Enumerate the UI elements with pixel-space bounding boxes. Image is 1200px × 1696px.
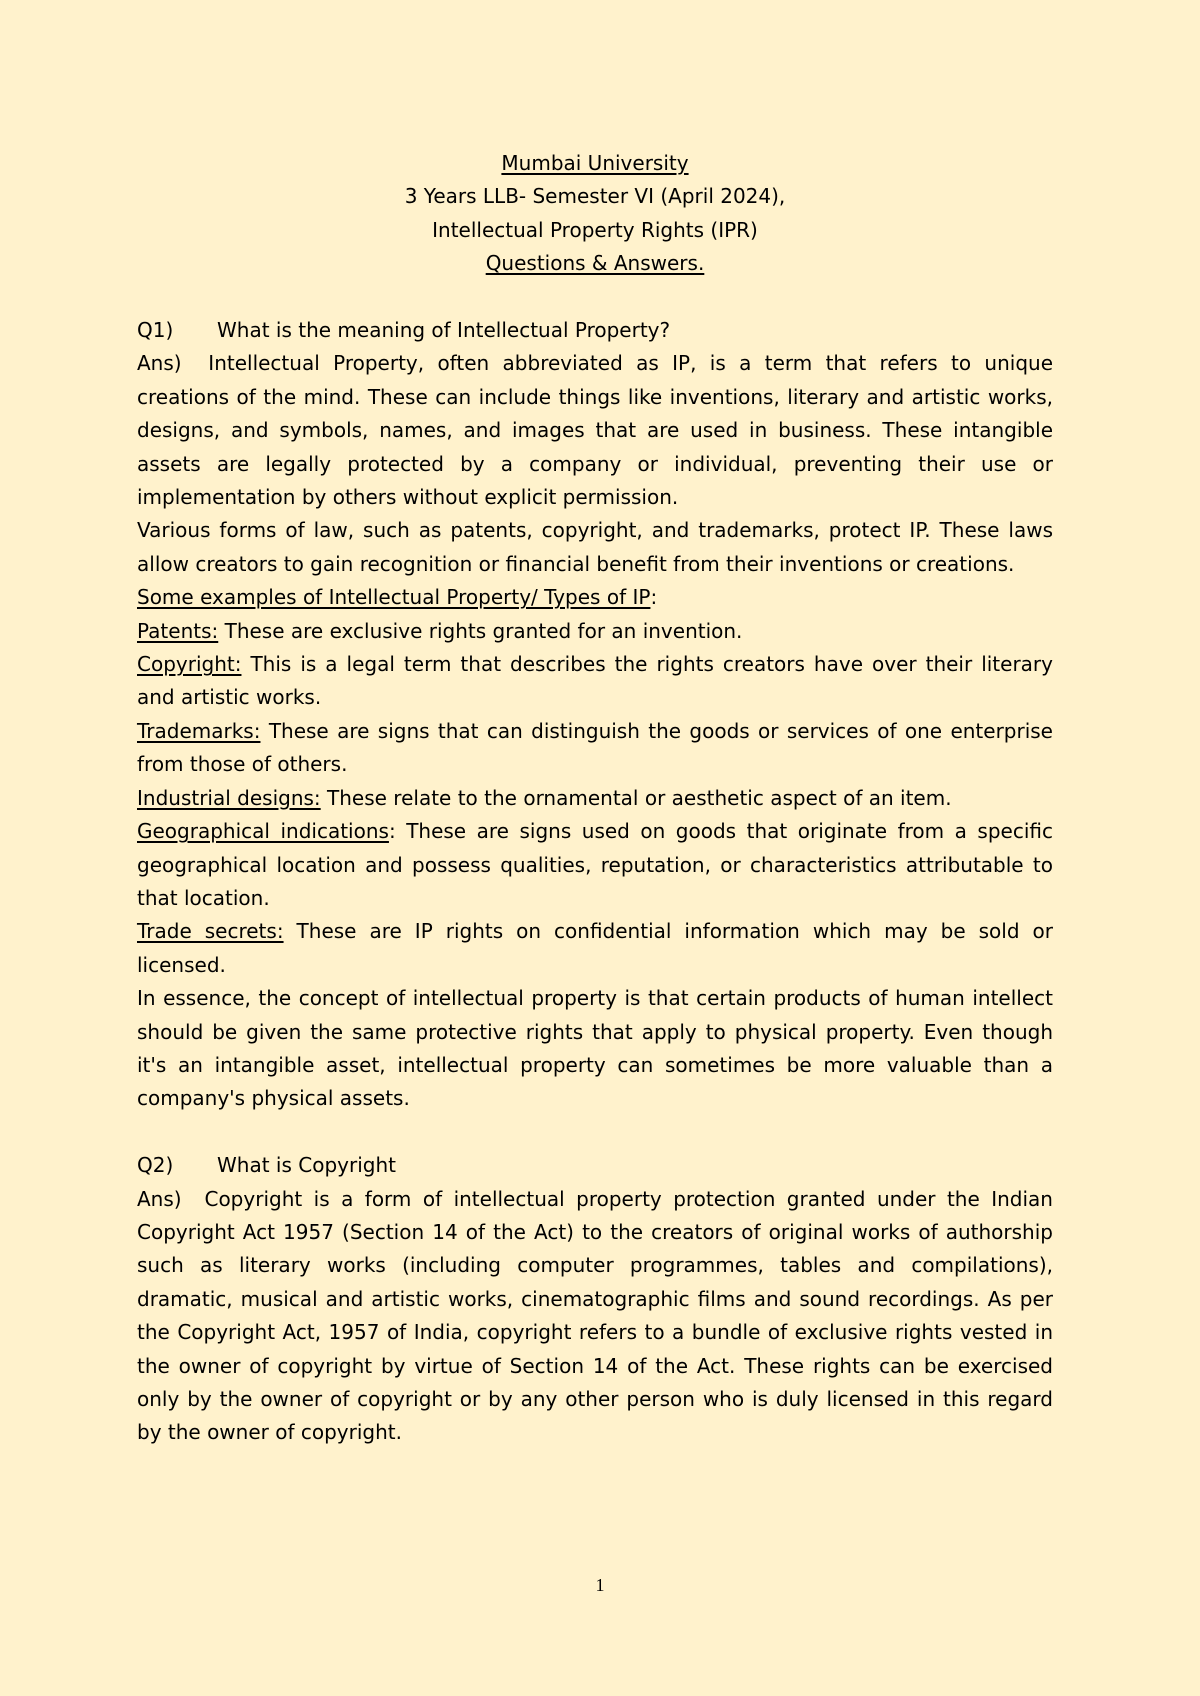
type-item-copyright bbox=[137, 648, 1053, 715]
q1-ans-label: Ans) bbox=[137, 351, 182, 376]
type-item-trade-secrets bbox=[137, 915, 1053, 982]
q1-answer-para2: Various forms of law, such as patents, copyright, and trademarks, protect IP. These laws allow creators to gain recognition or financial benefit from their inventions or creations. bbox=[137, 518, 1053, 576]
subject-line: Intellectual Property Rights (IPR) bbox=[432, 217, 758, 242]
document-page bbox=[137, 147, 1053, 1450]
type-desc: These are signs that can distinguish the goods or services of one enterprise from those of others. bbox=[137, 718, 1053, 777]
type-term: Industrial designs: bbox=[137, 785, 321, 810]
type-desc: These are exclusive rights granted for an invention. bbox=[218, 618, 743, 643]
examples-heading-colon: : bbox=[650, 585, 658, 610]
type-desc: This is a legal term that describes the rights creators have over their literary and artistic works. bbox=[137, 652, 1053, 710]
type-term: Geographical indications bbox=[137, 819, 389, 844]
q2-question bbox=[137, 1149, 1053, 1182]
course-line: 3 Years LLB- Semester VI (April 2024), bbox=[404, 184, 786, 209]
spacer bbox=[137, 1116, 1053, 1149]
q2-para1-text: Copyright is a form of intellectual property protection granted under the Indian Copyright Act 1957 (Section 14 of the Act) to the creators of original works of authorship such as literary works (including computer programmes, tables and compilations), dramatic, musical and artistic works, cinematographic films and sound recordings. As per the Copyright Act, 1957 of India, copyright refers to a bundle of exclusive rights vested in the owner of copyright by virtue of Section 14 of the Act. These rights can be exercised only by the owner of copyright or by any other person who is duly licensed in this regard by the owner of copyright. bbox=[137, 1186, 1053, 1445]
type-item-trademarks bbox=[137, 715, 1053, 782]
q2-ans-label: Ans) bbox=[137, 1186, 182, 1211]
q1-number: Q1) bbox=[137, 318, 174, 343]
type-term: Trade secrets: bbox=[137, 919, 284, 944]
q1-para1-text: Intellectual Property, often abbreviated as IP, is a term that refers to unique creations of the mind. These can include things like inventions, literary and artistic works, designs, and symbols, names, and images that are used in business. These intangible assets are legally protected by a company or individual, preventing their use or implementation by others without explicit permission. bbox=[137, 351, 1053, 510]
q1-question-text: What is the meaning of Intellectual Property? bbox=[217, 318, 671, 343]
type-desc: : These are signs used on goods that originate from a specific geographical location and possess qualities, reputation, or characteristics attributable to that location. bbox=[137, 819, 1053, 910]
type-desc: These relate to the ornamental or aesthetic aspect of an item. bbox=[320, 785, 952, 810]
type-item-geographical-indications bbox=[137, 815, 1053, 915]
q1-question bbox=[137, 314, 1053, 347]
page-number: 1 bbox=[595, 1575, 605, 1595]
university-title: Mumbai University bbox=[501, 151, 689, 175]
spacer bbox=[137, 281, 1053, 314]
q1-answer-para1 bbox=[137, 347, 1053, 514]
q2-number: Q2) bbox=[137, 1153, 174, 1178]
q1-conclusion: In essence, the concept of intellectual property is that certain products of human intellect should be given the same protective rights that apply to physical property. Even though it's an intangible asset, intellectual property can sometimes be more valuable than a company's physical assets. bbox=[137, 986, 1053, 1111]
type-desc: These are IP rights on confidential information which may be sold or licensed. bbox=[137, 919, 1053, 977]
q2-answer-para1 bbox=[137, 1183, 1053, 1450]
type-term: Patents: bbox=[137, 618, 219, 643]
q2-question-text: What is Copyright bbox=[217, 1153, 396, 1178]
doc-type-line: Questions & Answers. bbox=[485, 251, 705, 276]
type-term: Trademarks: bbox=[137, 718, 261, 743]
q1-examples-heading bbox=[137, 581, 1053, 614]
type-term: Copyright: bbox=[137, 652, 242, 677]
type-item-patents bbox=[137, 615, 1053, 648]
type-item-industrial-designs bbox=[137, 782, 1053, 815]
examples-heading-text: Some examples of Intellectual Property/ Types of IP bbox=[137, 585, 651, 610]
